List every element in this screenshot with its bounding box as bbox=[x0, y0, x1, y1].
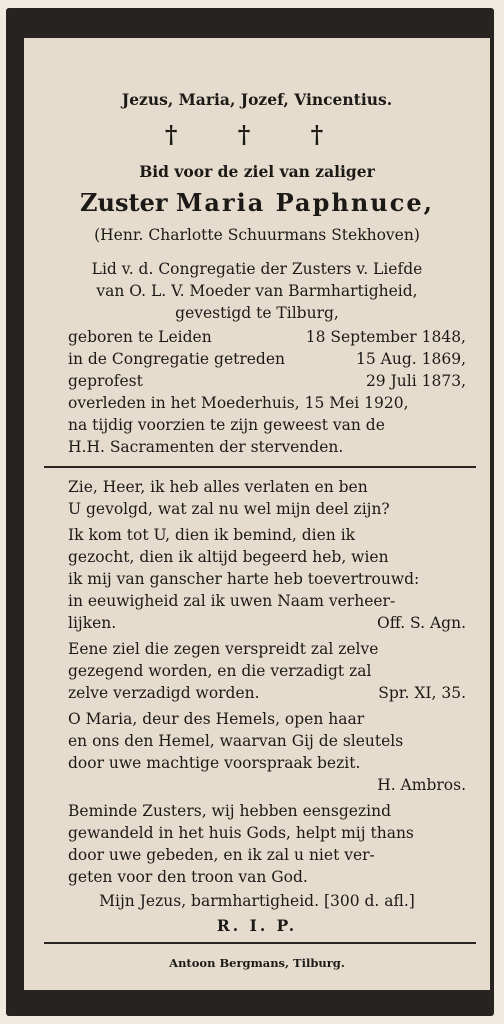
quote-3-last-row bbox=[68, 684, 466, 702]
professed-date: 29 Juli 1873, bbox=[365, 372, 466, 390]
born-label: geboren te Leiden bbox=[68, 328, 212, 346]
quote-5-line-2: gewandeld in het huis Gods, helpt mij thans bbox=[68, 824, 414, 842]
bio-line-3: gevestigd te Tilburg, bbox=[175, 304, 339, 322]
quote-5-line-4: geten voor den troon van God. bbox=[68, 868, 308, 886]
quote-5-line-1: Beminde Zusters, wij hebben eensgezind bbox=[68, 802, 391, 820]
deceased-name bbox=[24, 188, 490, 217]
quote-4-line-3: door uwe machtige voorspraak bezit. bbox=[68, 754, 361, 772]
professed-row bbox=[68, 372, 466, 390]
quote-1-line-2: U gevolgd, wat zal nu wel mijn deel zijn? bbox=[68, 500, 390, 518]
quote-2-line-1: Ik kom tot U, dien ik bemind, dien ik bbox=[68, 526, 356, 544]
prayer-request: Bid voor de ziel van zaliger bbox=[139, 162, 375, 181]
quote-3-last-line: zelve verzadigd worden. bbox=[68, 684, 260, 702]
rip: R. I. P. bbox=[216, 916, 298, 935]
cross-icons: † † † bbox=[164, 120, 350, 149]
invocation: Jezus, Maria, Jozef, Vincentius. bbox=[121, 90, 393, 109]
sacrament-line-1: na tijdig voorzien te zijn geweest van de bbox=[68, 416, 385, 434]
quote-5-line-3: door uwe gebeden, en ik zal u niet ver- bbox=[68, 846, 375, 864]
quote-4-source: H. Ambros. bbox=[377, 776, 466, 794]
sacrament-line-2: H.H. Sacramenten der stervenden. bbox=[68, 438, 344, 456]
divider-top bbox=[44, 466, 476, 468]
name-prefix: Zuster bbox=[80, 188, 168, 217]
quote-3-line-2: gezegend worden, en die verzadigt zal bbox=[68, 662, 372, 680]
quote-2-line-3: ik mij van ganscher harte heb toevertrouwd: bbox=[68, 570, 420, 588]
quote-3-source: Spr. XI, 35. bbox=[378, 684, 466, 702]
printer-credit: Antoon Bergmans, Tilburg. bbox=[169, 956, 345, 970]
died-line: overleden in het Moederhuis, 15 Mei 1920, bbox=[68, 394, 409, 412]
card-content-area bbox=[24, 38, 490, 990]
quote-4-line-2: en ons den Hemel, waarvan Gij de sleutels bbox=[68, 732, 404, 750]
quote-4-line-1: O Maria, deur des Hemels, open haar bbox=[68, 710, 365, 728]
bio-line-2: van O. L. V. Moeder van Barmhartigheid, bbox=[96, 282, 418, 300]
indulgence-line: Mijn Jezus, barmhartigheid. [300 d. afl.] bbox=[99, 892, 415, 910]
quote-2-line-4: in eeuwigheid zal ik uwen Naam verheer- bbox=[68, 592, 396, 610]
divider-bottom bbox=[44, 942, 476, 944]
quote-2-line-2: gezocht, dien ik altijd begeerd heb, wien bbox=[68, 548, 389, 566]
entered-label: in de Congregatie getreden bbox=[68, 350, 285, 368]
quote-2-last-row bbox=[68, 614, 466, 632]
entered-row bbox=[68, 350, 466, 368]
name-main: Maria Paphnuce, bbox=[175, 188, 434, 217]
quote-2-last-line: lijken. bbox=[68, 614, 117, 632]
quote-3-line-1: Eene ziel die zegen verspreidt zal zelve bbox=[68, 640, 379, 658]
bio-line-1: Lid v. d. Congregatie der Zusters v. Liefde bbox=[91, 260, 423, 278]
birth-name: (Henr. Charlotte Schuurmans Stekhoven) bbox=[94, 226, 420, 244]
entered-date: 15 Aug. 1869, bbox=[356, 350, 466, 368]
born-row bbox=[68, 328, 466, 346]
born-date: 18 September 1848, bbox=[305, 328, 466, 346]
quote-2-source: Off. S. Agn. bbox=[377, 614, 466, 632]
quote-1-line-1: Zie, Heer, ik heb alles verlaten en ben bbox=[68, 478, 368, 496]
memorial-card bbox=[6, 8, 494, 1016]
professed-label: geprofest bbox=[68, 372, 143, 390]
